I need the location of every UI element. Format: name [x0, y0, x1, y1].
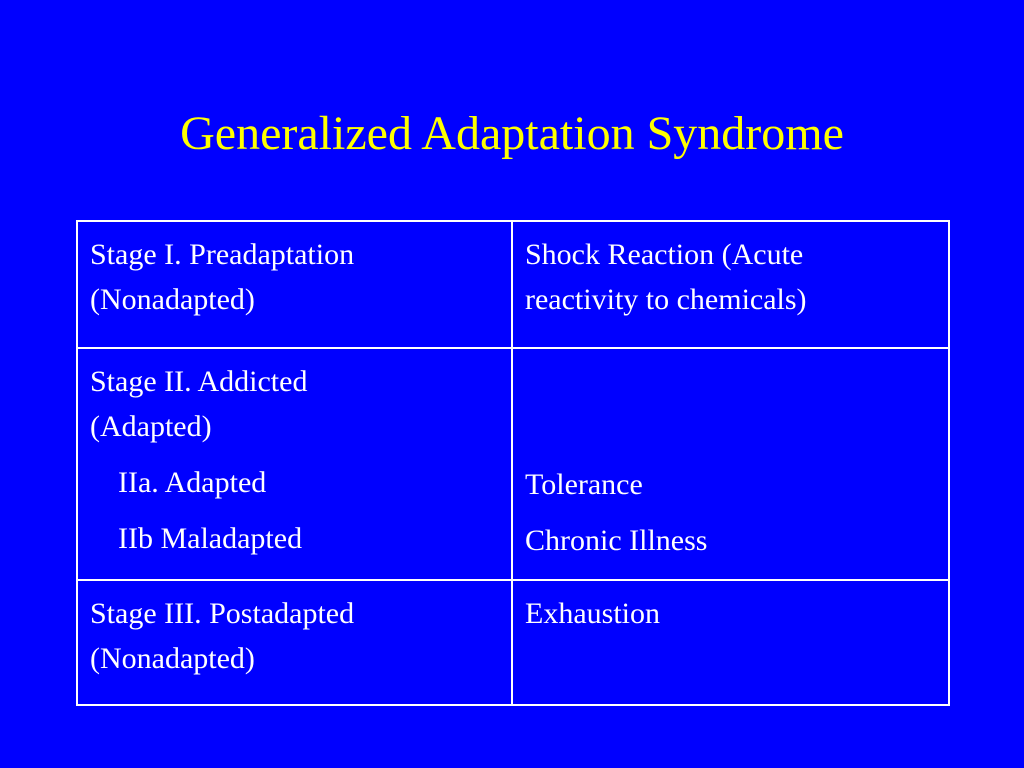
response-label: reactivity to chemicals) [525, 283, 807, 316]
table-row [77, 580, 949, 705]
response-cell [512, 580, 949, 705]
slide-title: Generalized Adaptation Syndrome [180, 107, 844, 160]
stage-label: Stage II. Addicted [90, 365, 308, 398]
stage-label: (Adapted) [90, 410, 212, 443]
stage-label: Stage III. Postadapted [90, 597, 355, 630]
stage-sub-item: IIa. Adapted [118, 466, 267, 499]
response-label: Chronic Illness [525, 524, 708, 557]
stage-label: Stage I. Preadaptation [90, 238, 355, 271]
response-label: Tolerance [525, 468, 643, 501]
table-row [77, 221, 949, 348]
stage-label: (Nonadapted) [90, 283, 255, 316]
response-cell [512, 348, 949, 580]
stage-cell [77, 580, 512, 705]
response-label: Exhaustion [525, 597, 660, 630]
response-label: Shock Reaction (Acute [525, 238, 804, 271]
stage-cell [77, 221, 512, 348]
stage-sub-item: IIb Maladapted [118, 522, 303, 555]
stage-table [76, 220, 950, 706]
stage-cell [77, 348, 512, 580]
table-row [77, 348, 949, 580]
response-cell [512, 221, 949, 348]
stage-label: (Nonadapted) [90, 642, 255, 675]
response-list [525, 462, 936, 563]
